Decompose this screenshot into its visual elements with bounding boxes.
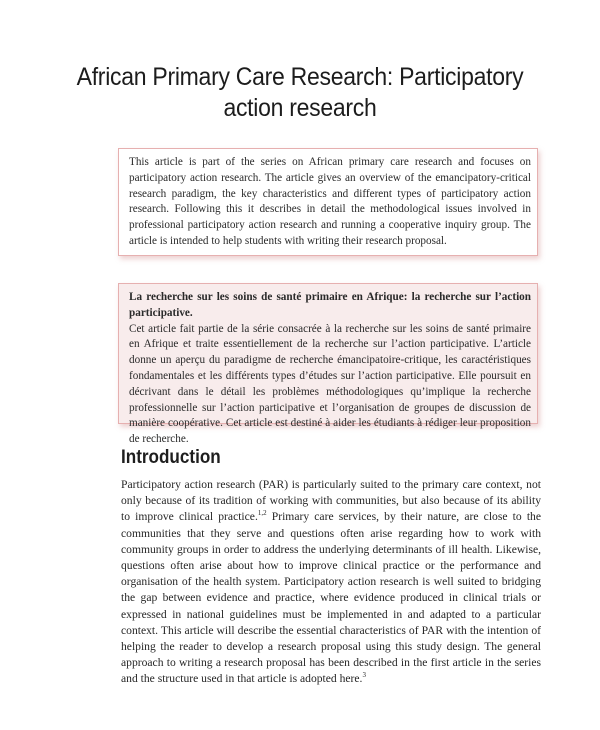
abstract-french-heading: La recherche sur les soins de santé primaire en Afrique: la recherche sur l’action participative. <box>129 291 531 319</box>
citation-ref-1-2: 1,2 <box>257 509 267 518</box>
abstract-french-paragraph <box>129 290 531 448</box>
abstract-french-text: Cet article fait partie de la série consacrée à la recherche sur les soins de santé primaire en Afrique et traite essentiellement de la recherche sur l’action participative. L’article donne un aperçu du paradigme de recherche émancipatoire-critique, les caractéristiques fondamentales et les différents types d’études sur l’action participative. Elle poursuit en décrivant dans le détail les problèmes méthodologiques qu’implique la recherche professionnelle sur l’action participative et l’organisation de groupes de discussion de manière coopérative. Cet article est destiné à aider les étudiants à rédiger leur proposition de recherche. <box>129 322 531 446</box>
abstract-english-box <box>118 148 538 256</box>
introduction-paragraph <box>121 477 541 688</box>
citation-ref-3: 3 <box>362 671 366 680</box>
introduction-text-part-2: Primary care services, by their nature, are close to the communities that they serve and questions often arise regarding how to work with community groups in order to address the underlying determinants of ill health. Likewise, questions often arise about how to improve clinical practice or the performance and organisation of the health system. Participatory action research is well suited to bridging the gap between evidence and practice, where evidence produced in clinical trials or expressed in national guidelines must be implemented in and adapted to a particular context. This article will describe the essential characteristics of PAR with the intention of helping the reader to develop a research proposal using this study design. The general approach to writing a research proposal has been described in the first article in the series and the structure used in that article is adopted here. <box>121 510 541 686</box>
article-title-line-2: action research <box>223 94 377 122</box>
article-title <box>52 62 549 124</box>
introduction-heading: Introduction <box>121 447 221 468</box>
abstract-french-box <box>118 283 538 446</box>
introduction-text-part-1: Participatory action research (PAR) is particularly suited to the primary care context, not only because of its tradition of working with communities, but also because of its ability to improve clinical practice. <box>121 478 541 524</box>
article-title-line-1: African Primary Care Research: Participatory <box>76 63 524 91</box>
abstract-english-text: This article is part of the series on African primary care research and focuses on participatory action research. The article gives an overview of the emancipatory-critical research paradigm, the key characteristics and different types of participatory action research. Following this it describes in detail the methodological issues involved in professional participatory action research and running a cooperative inquiry group. The article is intended to help students with writing their research proposal. <box>129 156 531 247</box>
